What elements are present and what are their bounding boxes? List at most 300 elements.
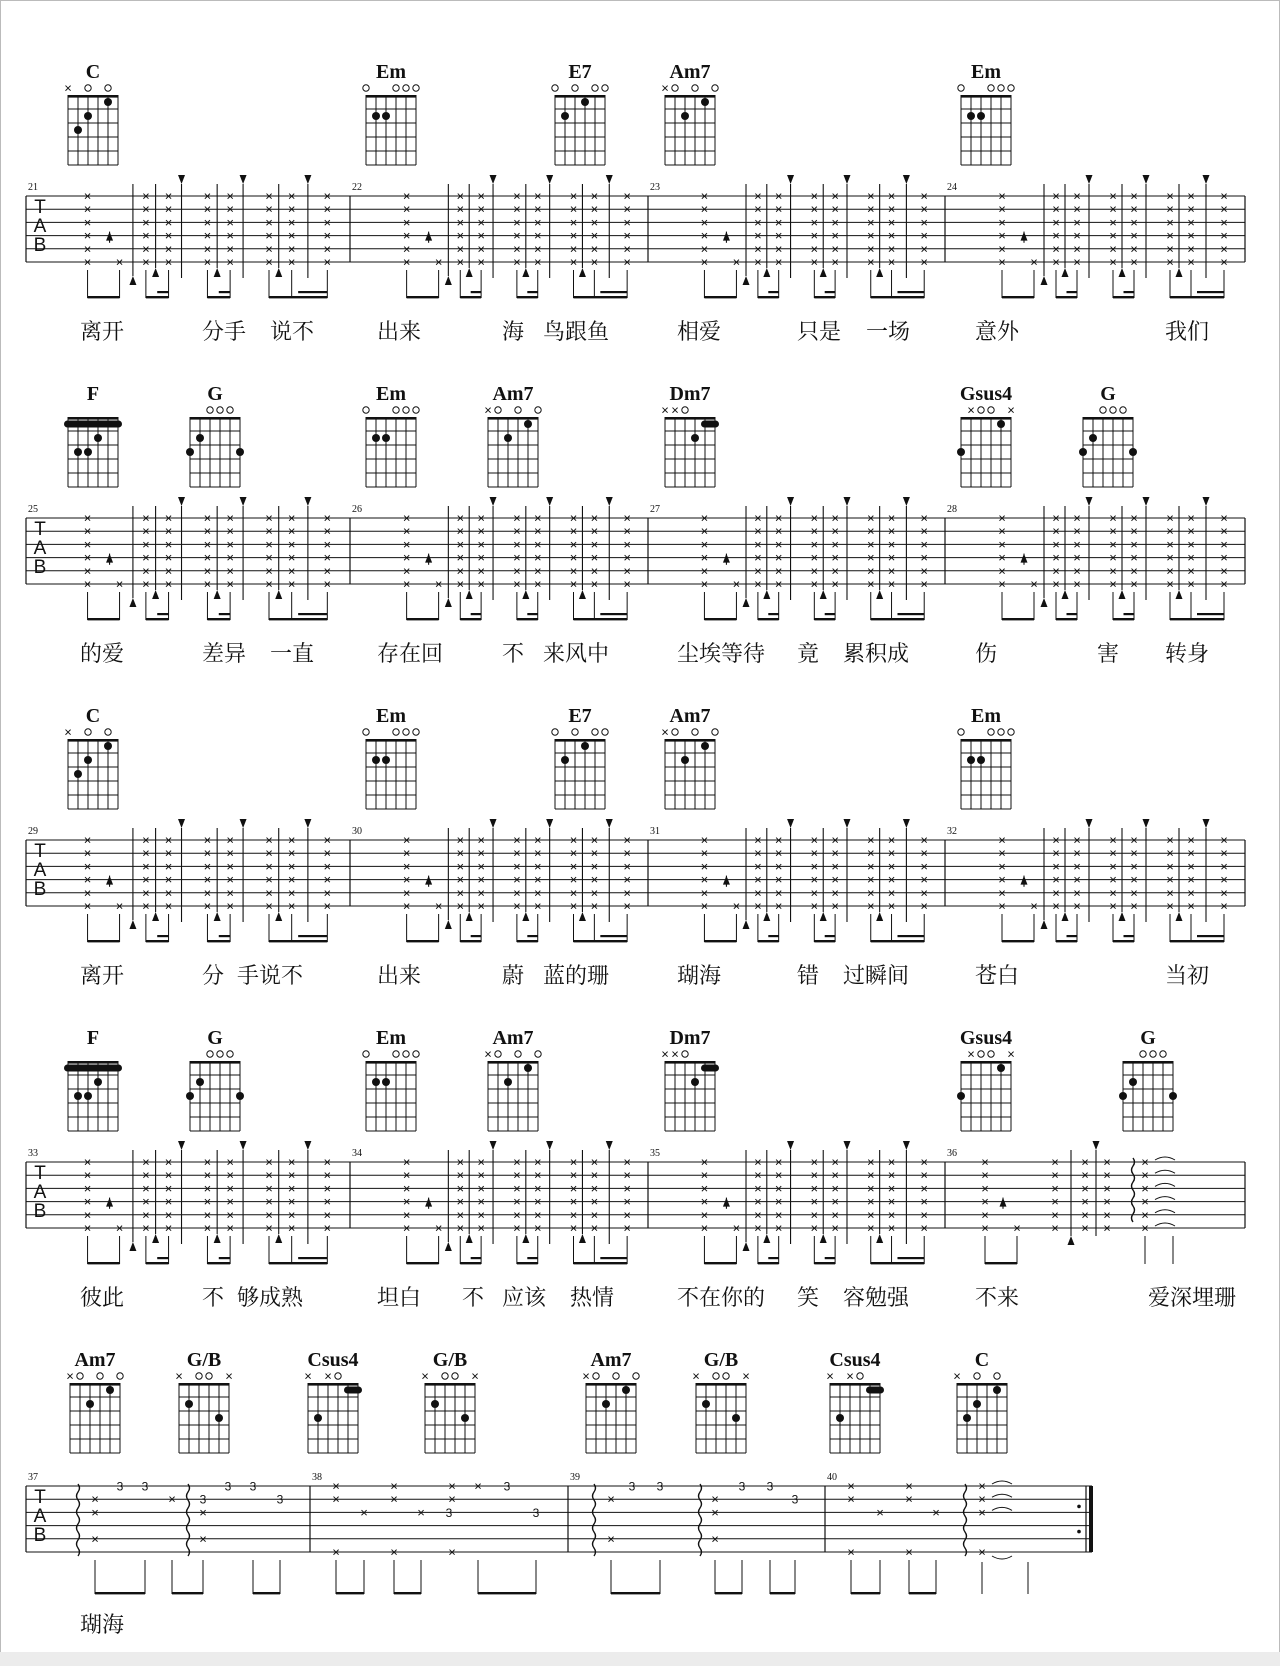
strum-x: × <box>1130 241 1138 257</box>
tab-clef-letter: B <box>33 235 47 256</box>
beam <box>460 618 481 620</box>
fret-number: 3 <box>628 1479 636 1494</box>
strum-x: × <box>1073 563 1081 579</box>
strum-x: × <box>1166 510 1174 526</box>
strum-x: × <box>1103 1220 1111 1236</box>
strum-x: × <box>203 188 212 204</box>
strum-x: × <box>456 241 465 257</box>
finger-dot <box>74 126 82 134</box>
strum-x: × <box>1103 1167 1111 1183</box>
strum-x: × <box>887 214 896 230</box>
open-string-marker <box>602 85 608 91</box>
strum-x: × <box>226 576 234 592</box>
strum-x: × <box>998 241 1006 257</box>
downstroke-arrow <box>843 175 850 184</box>
strum-x: × <box>623 550 631 566</box>
fret-number: 3 <box>532 1505 540 1520</box>
strum-x: × <box>287 898 296 914</box>
lyric-text: 转身 <box>1165 642 1210 667</box>
strum-x: × <box>623 1194 631 1210</box>
strum-x: × <box>998 254 1006 270</box>
strum-x: × <box>513 550 521 566</box>
strum-x: × <box>887 832 896 848</box>
finger-dot <box>382 1078 390 1086</box>
finger-dot <box>236 448 244 456</box>
strum-x: × <box>1073 845 1081 861</box>
open-string-marker <box>217 407 223 413</box>
finger-dot <box>732 1414 740 1422</box>
open-string-marker <box>227 407 233 413</box>
strum-x: × <box>1130 832 1138 848</box>
upstroke-arrow <box>1062 590 1069 599</box>
strum-x: × <box>1130 188 1138 204</box>
strum-x: × <box>732 576 741 592</box>
chord-name: Am7 <box>669 705 711 727</box>
lyric-text: 差异 <box>202 642 247 667</box>
strum-x: × <box>998 523 1006 539</box>
strum-x: × <box>905 1544 913 1560</box>
beam <box>1124 935 1135 937</box>
strum-x: × <box>1166 241 1174 257</box>
finger-dot <box>74 448 82 456</box>
strum-x: × <box>1030 898 1038 914</box>
beam <box>1056 940 1077 942</box>
strum-x: × <box>1130 228 1138 244</box>
strum-x: × <box>226 201 234 217</box>
downstroke-arrow <box>903 497 910 506</box>
downstroke-arrow <box>606 175 613 184</box>
strum-x: × <box>1220 858 1228 874</box>
chord-name: Em <box>376 61 406 83</box>
strum-x: × <box>1081 1154 1089 1170</box>
strum-x: × <box>981 1207 989 1223</box>
strum-x: × <box>265 254 273 270</box>
strum-x: × <box>700 832 709 848</box>
arpeggio-roll <box>187 1484 190 1556</box>
strum-x: × <box>590 188 599 204</box>
muted-string-marker: × <box>671 402 679 418</box>
strum-x: × <box>810 858 819 874</box>
strum-x: × <box>142 563 150 579</box>
beam <box>851 1592 880 1594</box>
beam <box>574 1262 628 1264</box>
strum-x: × <box>978 1491 986 1507</box>
strum-x: × <box>810 523 819 539</box>
chord-nut <box>665 739 715 742</box>
strum-x: × <box>226 898 234 914</box>
beam <box>1067 291 1078 293</box>
open-string-marker <box>77 1373 83 1379</box>
strum-x: × <box>402 254 411 270</box>
beam <box>336 1592 364 1594</box>
beam <box>1113 940 1134 942</box>
strum-x: × <box>1166 845 1174 861</box>
finger-dot <box>314 1414 322 1422</box>
open-string-marker <box>495 1051 501 1057</box>
beam <box>407 618 439 620</box>
chord-diagram <box>661 1027 719 1131</box>
beam <box>814 618 835 620</box>
tab-clef-letter: B <box>33 557 47 578</box>
strum-x: × <box>142 1180 150 1196</box>
upstroke-arrow <box>1041 598 1048 607</box>
upstroke-arrow <box>152 1234 159 1243</box>
beam <box>1056 296 1077 298</box>
strum-x: × <box>1130 536 1138 552</box>
measure-number: 35 <box>650 1148 660 1159</box>
strum-x: × <box>1081 1180 1089 1196</box>
fret-number: 3 <box>656 1479 664 1494</box>
strum-x: × <box>866 510 875 526</box>
chord-nut <box>1083 417 1133 420</box>
beam <box>172 1592 203 1594</box>
strum-x: × <box>226 1194 234 1210</box>
strum-x: × <box>142 550 150 566</box>
strum-x: × <box>1166 872 1174 888</box>
finger-dot <box>104 98 112 106</box>
strum-x: × <box>164 1167 173 1183</box>
chord-diagram <box>186 1027 244 1131</box>
strum-x: × <box>700 510 709 526</box>
strum-x: × <box>323 1154 332 1170</box>
chord-diagram <box>957 383 1015 487</box>
open-string-marker <box>994 1373 1000 1379</box>
muted-string-marker: × <box>582 1368 590 1384</box>
upstroke-arrow <box>214 1234 221 1243</box>
strum-x: × <box>866 523 875 539</box>
strum-x: × <box>456 188 465 204</box>
strum-x: × <box>265 201 273 217</box>
finger-dot <box>581 98 589 106</box>
strum-x: × <box>774 523 783 539</box>
strum-x: × <box>1052 858 1060 874</box>
beam <box>407 940 439 942</box>
strum-x: × <box>623 188 631 204</box>
strum-x: × <box>831 550 839 566</box>
finger-dot <box>106 1386 114 1394</box>
open-string-marker <box>857 1373 863 1379</box>
strum-x: × <box>569 858 578 874</box>
beam <box>985 1262 1017 1264</box>
strum-x: × <box>533 885 542 901</box>
strum-x: × <box>1052 523 1060 539</box>
beam <box>157 291 168 293</box>
strum-x: × <box>1103 1194 1111 1210</box>
open-string-marker <box>1140 1051 1146 1057</box>
strum-x: × <box>402 228 411 244</box>
strum-x: × <box>847 1544 855 1560</box>
upstroke-arrow <box>522 590 529 599</box>
strum-x: × <box>332 1491 340 1507</box>
strum-x: × <box>623 1220 631 1236</box>
strum-x: × <box>477 872 485 888</box>
strum-x: × <box>810 872 819 888</box>
finger-dot <box>561 112 569 120</box>
measure-number: 23 <box>650 182 660 193</box>
strum-x: × <box>1052 885 1060 901</box>
measure-number: 29 <box>28 826 38 837</box>
strum-x: × <box>323 201 332 217</box>
tab-staff <box>26 1141 1245 1264</box>
strum-x: × <box>700 201 709 217</box>
downstroke-arrow <box>178 819 185 828</box>
strum-x: × <box>590 1207 599 1223</box>
strum-x: × <box>142 872 150 888</box>
upstroke-arrow <box>445 1242 452 1251</box>
beam <box>298 613 327 615</box>
beam <box>527 291 537 293</box>
strum-x: × <box>920 523 929 539</box>
strum-x: × <box>774 1154 783 1170</box>
strum-x: × <box>83 214 92 230</box>
strum-x: × <box>590 872 599 888</box>
chord-name: G/B <box>186 1349 222 1371</box>
strum-x: × <box>754 1167 762 1183</box>
strum-x: × <box>265 563 273 579</box>
strum-x: × <box>448 1544 456 1560</box>
strum-x: × <box>711 1531 719 1547</box>
strum-x: × <box>456 536 465 552</box>
strum-x: × <box>402 1167 411 1183</box>
open-string-marker <box>572 729 578 735</box>
strum-x: × <box>203 523 212 539</box>
strum-x: × <box>810 536 819 552</box>
downstroke-arrow <box>304 497 311 506</box>
strum-x: × <box>887 1207 896 1223</box>
measure-number: 38 <box>312 1472 322 1483</box>
strum-x: × <box>1073 241 1081 257</box>
open-string-marker <box>552 729 558 735</box>
strum-x: × <box>623 1154 631 1170</box>
beam <box>600 291 627 293</box>
strum-x: × <box>533 228 542 244</box>
beam <box>146 940 169 942</box>
strum-x: × <box>203 536 212 552</box>
strum-x: × <box>774 1167 783 1183</box>
strum-x: × <box>203 1167 212 1183</box>
strum-x: × <box>83 576 92 592</box>
beam <box>407 1262 439 1264</box>
strum-x: × <box>265 523 273 539</box>
downstroke-arrow <box>490 497 497 506</box>
strum-x: × <box>998 858 1006 874</box>
tab-clef-letter: B <box>33 879 47 900</box>
beam <box>897 1257 924 1259</box>
strum-x: × <box>164 576 173 592</box>
chord-diagram <box>661 705 718 809</box>
strum-x: × <box>1130 845 1138 861</box>
muted-string-marker: × <box>826 1368 834 1384</box>
beam <box>1170 940 1224 942</box>
strum-x: × <box>831 1167 839 1183</box>
strum-x: × <box>754 201 762 217</box>
strum-x: × <box>323 885 332 901</box>
strum-x: × <box>1052 872 1060 888</box>
strum-x: × <box>142 201 150 217</box>
chord-diagram <box>582 1349 639 1453</box>
beam <box>471 613 481 615</box>
strum-x: × <box>866 214 875 230</box>
downstroke-arrow <box>304 819 311 828</box>
strum-x: × <box>920 536 929 552</box>
strum-x: × <box>203 576 212 592</box>
lyric-text: 竟 <box>797 642 820 667</box>
finger-dot <box>963 1414 971 1422</box>
strum-x: × <box>513 872 521 888</box>
upstroke-arrow <box>743 598 750 607</box>
strum-x: × <box>569 832 578 848</box>
upstroke-arrow <box>275 268 282 277</box>
finger-dot <box>372 434 380 442</box>
lyric-text: 苍白 <box>975 964 1020 989</box>
strum-x: × <box>831 858 839 874</box>
beam <box>1002 296 1034 298</box>
beam <box>758 618 779 620</box>
beam <box>871 1262 924 1264</box>
strum-x: × <box>83 1180 92 1196</box>
strum-x: × <box>226 563 234 579</box>
strum-x: × <box>774 241 783 257</box>
strum-x: × <box>1051 1220 1059 1236</box>
strum-x: × <box>83 241 92 257</box>
beam <box>1067 613 1078 615</box>
strum-x: × <box>287 1167 296 1183</box>
open-string-marker <box>217 1051 223 1057</box>
tab-staff <box>26 1472 1093 1594</box>
strum-x: × <box>533 845 542 861</box>
open-string-marker <box>335 1373 341 1379</box>
upstroke-arrow <box>1176 912 1183 921</box>
strum-x: × <box>1130 872 1138 888</box>
strum-x: × <box>700 576 709 592</box>
open-string-marker <box>207 1051 213 1057</box>
downstroke-arrow <box>606 1141 613 1150</box>
strum-x: × <box>402 1220 411 1236</box>
open-string-marker <box>682 1051 688 1057</box>
strum-x: × <box>810 228 819 244</box>
strum-x: × <box>456 1207 465 1223</box>
strum-x: × <box>700 1154 709 1170</box>
strum-x: × <box>1166 858 1174 874</box>
upstroke-arrow <box>275 912 282 921</box>
chord-nut <box>68 417 118 420</box>
strum-x: × <box>83 201 92 217</box>
downstroke-arrow <box>1203 497 1210 506</box>
muted-string-marker: × <box>304 1368 312 1384</box>
finger-dot <box>94 1078 102 1086</box>
strum-x: × <box>477 228 485 244</box>
strum-x: × <box>569 1220 578 1236</box>
strum-x: × <box>456 1167 465 1183</box>
strum-x: × <box>920 845 929 861</box>
strum-x: × <box>920 1154 929 1170</box>
strum-x: × <box>226 872 234 888</box>
strum-x: × <box>287 563 296 579</box>
strum-x: × <box>831 872 839 888</box>
strum-x: × <box>456 1180 465 1196</box>
chord-diagram <box>958 705 1014 809</box>
chord-name: Dm7 <box>669 383 711 405</box>
finger-dot <box>1129 1078 1137 1086</box>
upstroke-arrow <box>466 590 473 599</box>
strum-x: × <box>513 254 521 270</box>
strum-x: × <box>477 1220 485 1236</box>
strum-x: × <box>1141 1154 1149 1170</box>
strum-x: × <box>164 832 173 848</box>
downstroke-arrow <box>787 497 794 506</box>
strum-x: × <box>164 885 173 901</box>
chord-name: Am7 <box>492 383 534 405</box>
strum-x: × <box>623 576 631 592</box>
open-string-marker <box>452 1373 458 1379</box>
open-string-marker <box>515 1051 521 1057</box>
strum-x: × <box>831 510 839 526</box>
chord-name: Em <box>971 61 1001 83</box>
beam <box>517 618 538 620</box>
strum-x: × <box>1166 898 1174 914</box>
beam <box>574 940 628 942</box>
strum-x: × <box>569 898 578 914</box>
beam <box>871 940 924 942</box>
strum-x: × <box>920 563 929 579</box>
chord-diagram <box>692 1349 750 1453</box>
muted-string-marker: × <box>692 1368 700 1384</box>
strum-x: × <box>623 1207 631 1223</box>
strum-x: × <box>887 845 896 861</box>
strum-x: × <box>83 1167 92 1183</box>
strum-x: × <box>1052 536 1060 552</box>
beam <box>825 935 835 937</box>
strum-x: × <box>887 510 896 526</box>
finger-dot <box>186 448 194 456</box>
upstroke-arrow <box>763 912 770 921</box>
upstroke-arrow <box>522 912 529 921</box>
strum-x: × <box>590 510 599 526</box>
fret-number: 3 <box>276 1492 284 1507</box>
muted-string-marker: × <box>64 80 72 96</box>
strum-x: × <box>981 1194 989 1210</box>
lyric-text: 分手 <box>202 320 247 345</box>
strum-x: × <box>711 1491 719 1507</box>
strum-x: × <box>920 898 929 914</box>
strum-x: × <box>1166 885 1174 901</box>
open-string-marker <box>633 1373 639 1379</box>
strum-x: × <box>887 1154 896 1170</box>
open-string-marker <box>363 85 369 91</box>
tie <box>1155 1223 1175 1226</box>
open-string-marker <box>592 85 598 91</box>
strum-x: × <box>590 1220 599 1236</box>
strum-x: × <box>590 228 599 244</box>
upstroke-arrow <box>275 590 282 599</box>
upstroke-arrow <box>876 268 883 277</box>
strum-x: × <box>83 858 92 874</box>
lyric-text: 存在回 <box>377 642 444 667</box>
strum-x: × <box>287 1207 296 1223</box>
strum-x: × <box>866 1167 875 1183</box>
strum-x: × <box>590 201 599 217</box>
strum-x: × <box>83 1194 92 1210</box>
beam <box>88 618 120 620</box>
strum-x: × <box>590 241 599 257</box>
strum-x: × <box>168 1491 176 1507</box>
strum-x: × <box>265 898 273 914</box>
beam <box>471 935 481 937</box>
strum-x: × <box>203 550 212 566</box>
strum-x: × <box>998 188 1006 204</box>
barre-marker <box>701 1065 719 1072</box>
open-string-marker <box>535 1051 541 1057</box>
